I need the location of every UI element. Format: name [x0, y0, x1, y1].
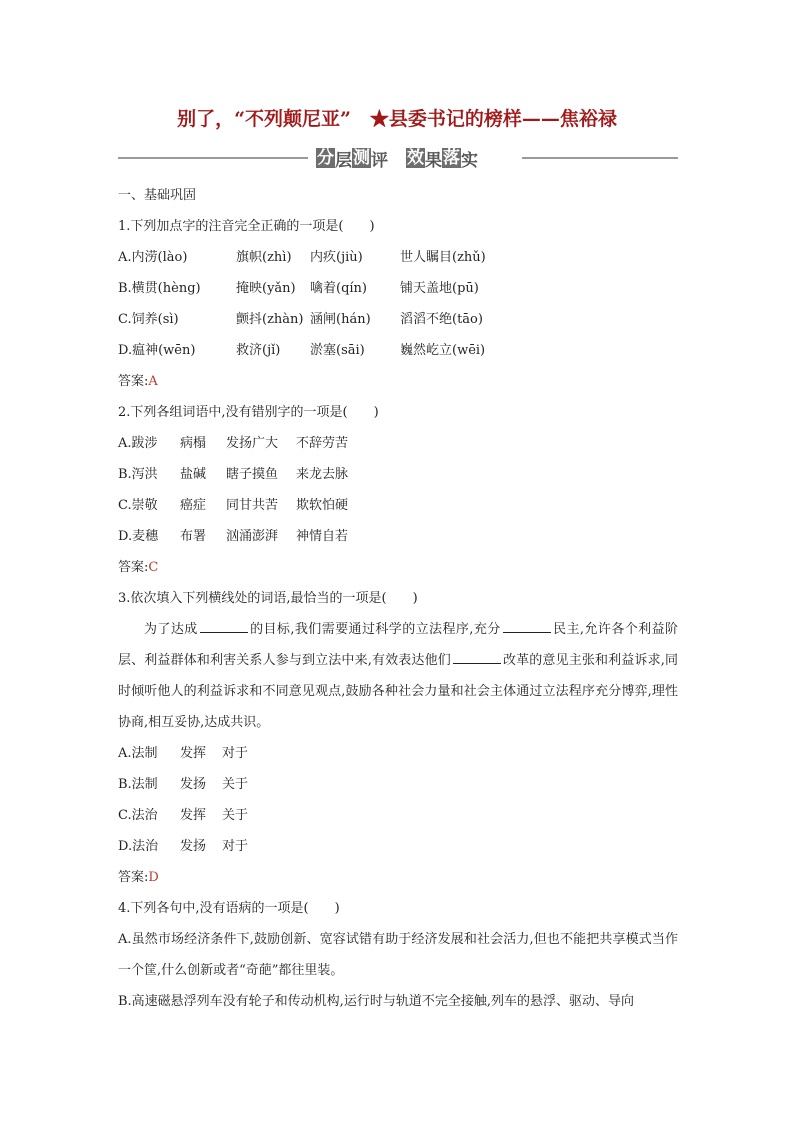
answer-label: 答案: [118, 374, 149, 389]
option-row [118, 521, 678, 552]
option-cell: A.内涝(lào) [118, 250, 188, 265]
question-stem: 4.下列各句中,没有语病的一项是( ) [118, 901, 340, 916]
option-cell: B.泻洪 [118, 467, 158, 482]
option-cell: 铺天盖地(pū) [400, 281, 479, 296]
option-cell: A.跋涉 [118, 436, 158, 451]
banner-char: 实 [461, 150, 478, 171]
option-cell: D.瘟神(wēn) [118, 343, 196, 358]
option-cell: 布署 [180, 529, 207, 544]
option-cell: 发扬广大 [226, 436, 279, 451]
fill-blank [200, 618, 248, 633]
answer-value: D [148, 870, 159, 885]
option-cell: 涵闸(hán) [310, 312, 371, 327]
passage-text: 为了达成 [144, 622, 198, 637]
option-row [118, 428, 678, 459]
banner-rule-right [522, 157, 678, 159]
banner-char: 层 [335, 150, 352, 171]
option-cell: 巍然屹立(wēi) [400, 343, 486, 358]
answer-value: A [148, 374, 158, 389]
banner-rule-left [118, 157, 308, 159]
option-row [118, 738, 678, 769]
option-row [118, 769, 678, 800]
option-cell: 盐碱 [180, 467, 207, 482]
answer-line [118, 366, 678, 397]
option-cell: 同甘共苦 [226, 498, 279, 513]
option-cell: 世人瞩目(zhǔ) [400, 250, 486, 265]
option-cell: 不辞劳苦 [296, 436, 349, 451]
option-row [118, 459, 678, 490]
banner-char: 落 [443, 148, 460, 168]
passage-text: 民主,允许各个利益阶层、利益群体和利害关系人参与到立法中来,有效表达他们 [118, 622, 678, 668]
option-cell: 旗帜(zhì) [236, 250, 292, 265]
banner-char: 效 [407, 148, 424, 168]
option-cell: 关于 [222, 777, 249, 792]
option-cell: 颤抖(zhàn) [236, 312, 304, 327]
option-cell: 发扬 [180, 777, 207, 792]
page-title: 别了，“不列颠尼亚” ★县委书记的榜样——焦裕禄 [177, 108, 617, 130]
option-cell: 关于 [222, 808, 249, 823]
question-stem: 3.依次填入下列横线处的词语,最恰当的一项是( ) [118, 591, 418, 606]
banner-char: 测 [353, 148, 370, 168]
banner-char: 评 [371, 150, 388, 171]
option-cell: 对于 [222, 839, 249, 854]
option-paragraph: A.虽然市场经济条件下,鼓励创新、宽容试错有助于经济发展和社会活力,但也不能把共享模式当作一个筐,什么创新或者“奇葩”都往里装。 [118, 932, 678, 978]
option-paragraph: B.高速磁悬浮列车没有轮子和传动机构,运行时与轨道不完全接触,列车的悬浮、驱动、导向 [118, 994, 634, 1009]
option-cell: A.法制 [118, 746, 158, 761]
answer-line [118, 862, 678, 893]
fill-blank [503, 618, 551, 633]
option-cell: C.饲养(sì) [118, 312, 179, 327]
passage [118, 614, 678, 738]
banner-char: 果 [425, 150, 442, 171]
banner-label [316, 146, 478, 170]
answer-label: 答案: [118, 560, 149, 575]
option-cell: 欺软怕硬 [296, 498, 349, 513]
section-banner [118, 146, 678, 170]
option-cell: 癌症 [180, 498, 207, 513]
option-cell: B.横贯(hèng) [118, 281, 201, 296]
section-heading: 一、基础巩固 [118, 188, 197, 203]
option-row [118, 335, 678, 366]
answer-value: C [148, 560, 159, 575]
option-cell: 内疚(jiù) [310, 250, 363, 265]
option-cell: 来龙去脉 [296, 467, 349, 482]
passage-text: 的目标,我们需要通过科学的立法程序,充分 [249, 622, 501, 637]
option-cell: 救济(jǐ) [236, 343, 281, 358]
option-cell: 噙着(qín) [310, 281, 367, 296]
option-cell: C.法治 [118, 808, 158, 823]
option-row [118, 273, 678, 304]
question-stem: 2.下列各组词语中,没有错别字的一项是( ) [118, 405, 379, 420]
option-cell: C.崇敬 [118, 498, 158, 513]
option-cell: 发扬 [180, 839, 207, 854]
option-row [118, 800, 678, 831]
fill-blank [453, 649, 501, 664]
answer-label: 答案: [118, 870, 149, 885]
option-cell: 汹涌澎湃 [226, 529, 279, 544]
passage-text: 改革的意见主张和利益诉求,同时倾听他人的利益诉求和不同意见观点,鼓励各种社会力量和社会主体通过立法程序充分博弈,理性协商,相互妥协,达成共识。 [118, 653, 678, 730]
option-cell: D.麦穗 [118, 529, 159, 544]
document-body [118, 180, 678, 1017]
option-cell: 掩映(yǎn) [236, 281, 296, 296]
option-cell: 病榻 [180, 436, 207, 451]
option-row [118, 490, 678, 521]
option-cell: B.法制 [118, 777, 158, 792]
option-cell: 瞎子摸鱼 [226, 467, 279, 482]
option-cell: 发挥 [180, 808, 207, 823]
option-row [118, 304, 678, 335]
option-cell: 对于 [222, 746, 249, 761]
option-cell: D.法治 [118, 839, 159, 854]
question-stem: 1.下列加点字的注音完全正确的一项是( ) [118, 219, 375, 234]
option-cell: 发挥 [180, 746, 207, 761]
option-cell: 淤塞(sāi) [310, 343, 365, 358]
banner-char: 分 [317, 148, 334, 168]
option-cell: 滔滔不绝(tāo) [400, 312, 483, 327]
option-row [118, 831, 678, 862]
option-cell: 神情自若 [296, 529, 349, 544]
option-row [118, 242, 678, 273]
answer-line [118, 552, 678, 583]
